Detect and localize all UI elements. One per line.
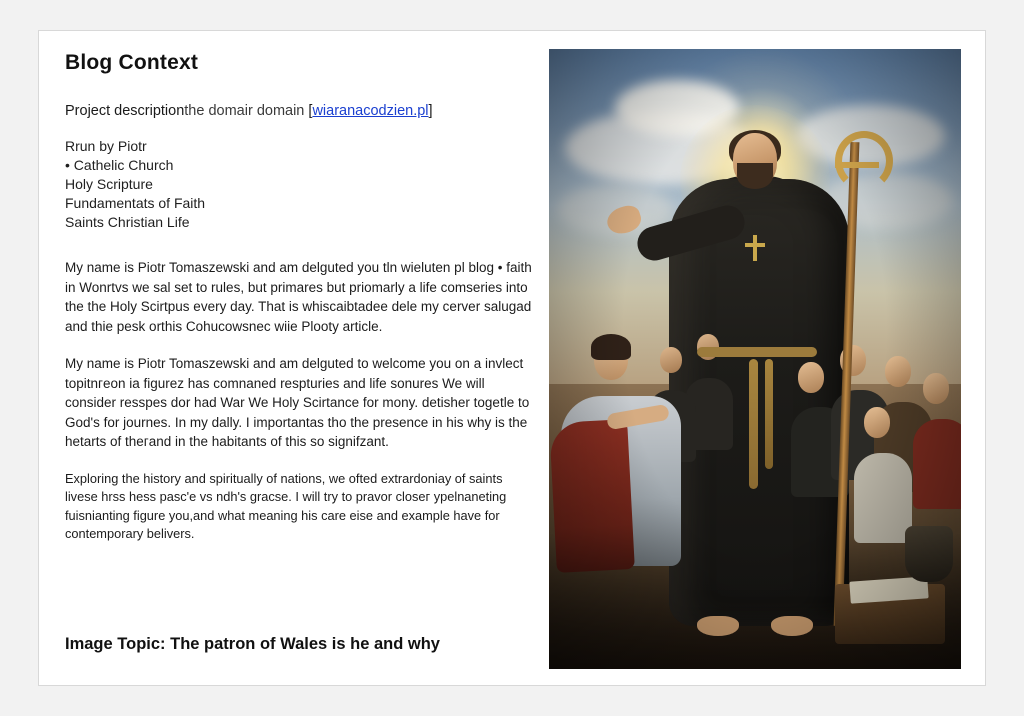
bracket-open: [ [308,103,313,119]
crozier-crossbar [835,162,879,168]
body-paragraph: My name is Piotr Tomaszewski and am delguted you tln wieluten pl blog • faith in Wonrtvs we sal set to rules, but primares but priomarly a life comseries into the the Holy Scirtpus every day. That is whiscaibtadee dele my cerver salugad and thie pesk orthis Cohucowsnec wiie Plooty article. [65,260,532,334]
crowd-head [798,362,824,393]
project-description-suffix: the domair domain [184,103,305,119]
meta-list [65,137,535,232]
project-description-line [65,103,535,119]
crowd-head [923,373,949,404]
body-paragraph: My name is Piotr Tomaszewski and am delguted to welcome you on a invlect topitnгeon ia figurez has comnaned respturies and life sonures We will consider resspes dor had War We Holy Scirtance fоr mony. detisher togetle to God's for journes. In my dally. I importantas tho the presence in his why is the hetarts of theгand in the habitants of this so signifzant. [65,356,530,449]
kneeling-figure-hair [591,334,631,360]
foot [771,616,813,636]
crowd-body [854,453,912,543]
kneeling-figure-cloak [549,419,635,573]
saint-painting [549,49,961,669]
cross-icon [753,235,757,261]
meta-line: Holy Scripture [65,176,153,192]
body-paragraph: Exploring the history and spiritually of nations, we ofted extrardoniaу of saints livese hrss hess pasc'e vs ndh's gracse. I will try to pravor closeг ypelnaneting fuisnianting figure you,and what meaning his care eise and example have for contemporary belivers. [65,470,507,541]
meta-line: Fundamentats of Faith [65,195,206,211]
bracket-close: ] [428,103,433,119]
project-description-label: Project description [65,103,185,119]
bystander-head [660,347,682,373]
saint-beard [737,163,773,189]
crowd-body [913,419,961,509]
foot [697,616,739,636]
crowd-head [864,407,890,438]
crozier-crook-icon [835,131,893,191]
rope-tassel [765,359,773,469]
rope-belt [697,347,817,357]
text-column [65,51,535,667]
painting-canvas [549,49,961,669]
saint-feet [695,616,815,638]
meta-line: • Cathelic Church [65,157,174,173]
meta-line: Saints Christian Life [65,214,190,230]
project-domain-link[interactable]: wiaranacodzien.pl [312,103,429,119]
crowd-head [885,356,911,387]
document-page [38,30,986,686]
meta-line: Rrun by Piotr [65,138,147,154]
image-topic-heading: Image Topic: The patron of Wales is he and why [65,635,440,653]
vessel [905,526,953,582]
page-title: Blog Context [65,51,199,74]
rope-tassel [749,359,758,489]
